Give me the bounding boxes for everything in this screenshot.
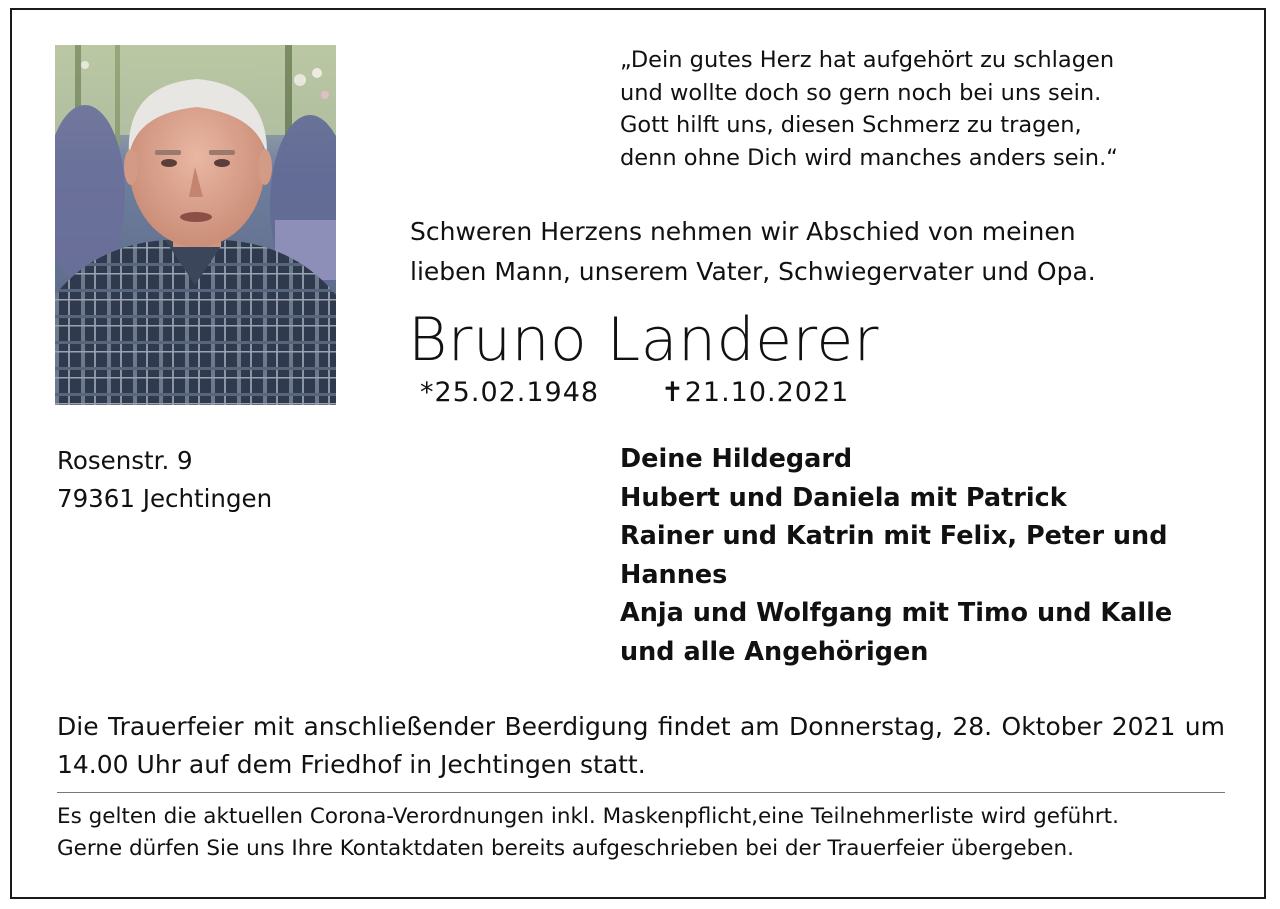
address-city: 79361 Jechtingen bbox=[57, 484, 273, 513]
mourner-line: Deine Hildegard bbox=[620, 444, 853, 474]
funeral-details: Die Trauerfeier mit anschließender Beerdigung findet am Donnerstag, 28. Oktober 2021 um 14.00 Uhr auf dem Friedhof in Jechtingen statt. bbox=[57, 712, 1225, 779]
quote-line: und wollte doch so gern noch bei uns sein. bbox=[620, 79, 1102, 106]
life-dates bbox=[420, 376, 849, 410]
farewell-intro bbox=[410, 212, 1096, 292]
quote-line: „Dein gutes Herz hat aufgehört zu schlagen bbox=[620, 47, 1115, 73]
mourner-line: und alle Angehörigen bbox=[620, 636, 929, 667]
death-date: ✝21.10.2021 bbox=[661, 377, 850, 408]
address-block bbox=[57, 442, 272, 518]
divider-line bbox=[57, 792, 1225, 793]
mourner-line: Hubert und Daniela mit Patrick bbox=[620, 482, 1067, 513]
mourner-line: Anja und Wolfgang mit Timo und Kalle bbox=[620, 598, 1173, 628]
notice-line: Es gelten die aktuellen Corona-Verordnungen inkl. Maskenpflicht,eine Teilnehmerliste wird geführt. bbox=[57, 804, 1119, 829]
notice-line: Gerne dürfen Sie uns Ihre Kontaktdaten bereits aufgeschrieben bei der Trauerfeier übergeben. bbox=[57, 836, 1074, 861]
corona-notice bbox=[57, 801, 1119, 865]
quote-line: Gott hilft uns, diesen Schmerz zu tragen, bbox=[620, 112, 1082, 138]
birth-date: *25.02.1948 bbox=[420, 377, 600, 408]
deceased-name: Bruno Landerer bbox=[408, 305, 879, 375]
address-street: Rosenstr. 9 bbox=[57, 446, 193, 475]
portrait-photo bbox=[55, 45, 336, 405]
quote-line: denn ohne Dich wird manches anders sein.“ bbox=[620, 144, 1118, 171]
mourner-line: Rainer und Katrin mit Felix, Peter und Hannes bbox=[620, 521, 1168, 590]
memorial-quote bbox=[620, 44, 1118, 174]
intro-line: lieben Mann, unserem Vater, Schwiegervater und Opa. bbox=[410, 257, 1096, 286]
intro-line: Schweren Herzens nehmen wir Abschied von meinen bbox=[410, 217, 1076, 246]
mourners-list bbox=[620, 440, 1180, 671]
